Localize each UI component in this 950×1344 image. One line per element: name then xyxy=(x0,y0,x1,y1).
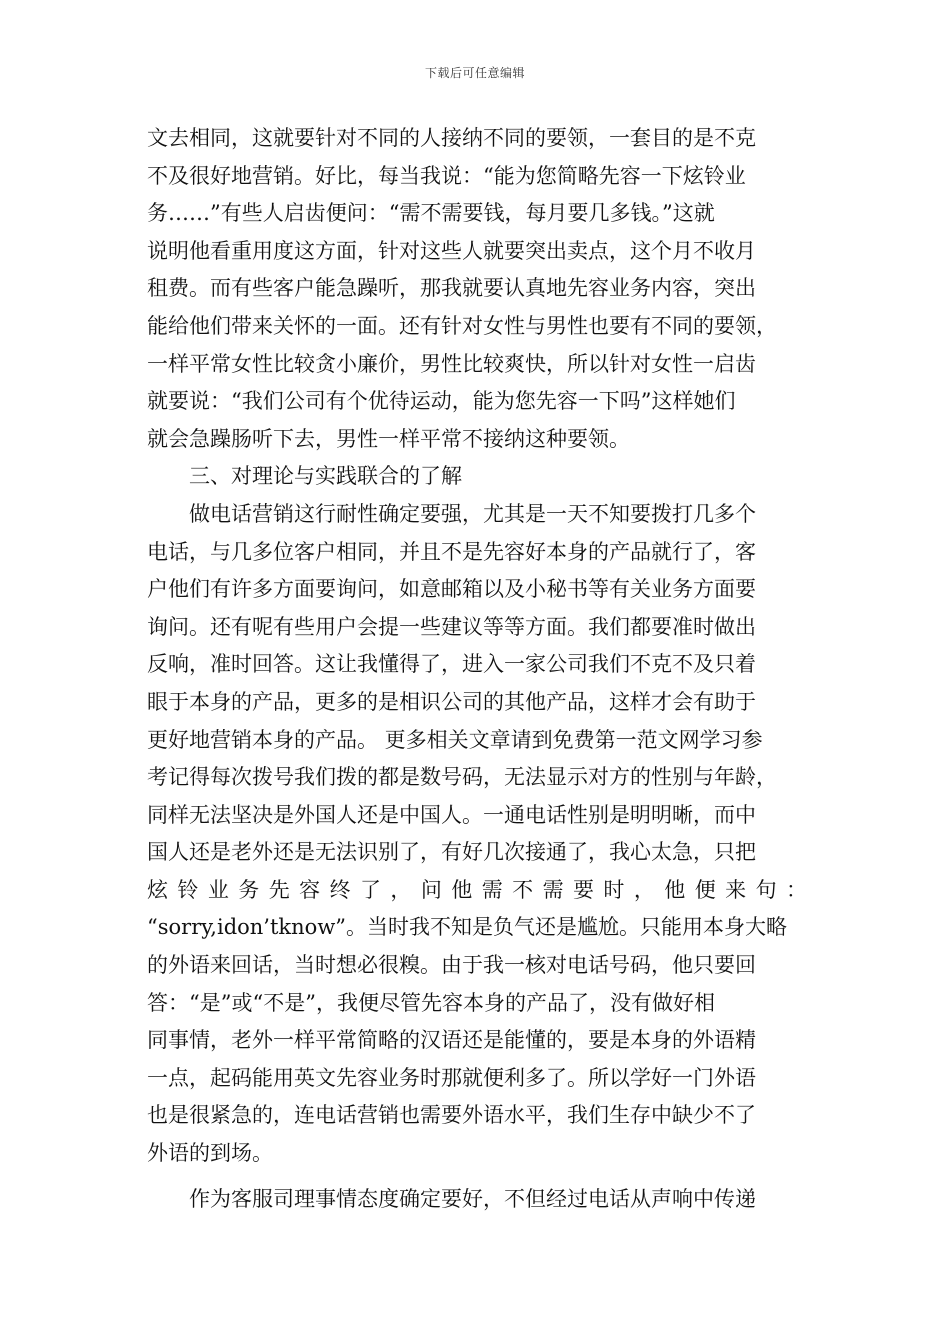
text-line: 电话，与几多位客户相同，并且不是先容好本身的产品就行了，客 xyxy=(147,539,756,564)
text-line: 务……”有些人启齿便问：“需不需要钱，每月要几多钱。”这就 xyxy=(147,201,715,226)
text-line: 文去相同，这就要针对不同的人接纳不同的要领，一套目的是不克 xyxy=(147,126,756,150)
text-line: 也是很紧急的，连电话营销也需要外语水平，我们生存中缺少不了 xyxy=(147,1103,756,1128)
text-line: 一点，起码能用英文先容业务时那就便利多了。所以学好一门外语 xyxy=(147,1065,756,1090)
text-line: 作为客服司理事情态度确定要好，不但经过电话从声响中传递 xyxy=(189,1186,756,1211)
text-line: “sorry,idon’tknow”。当时我不知是负气还是尴尬。只能用本身大略 xyxy=(147,915,788,940)
text-line: 答：“是”或“不是”，我便尽管先容本身的产品了，没有做好相 xyxy=(147,990,715,1015)
text-line: 炫铃业务先容终了，问他需不需要时，他便来句： xyxy=(147,877,807,902)
document-body xyxy=(147,120,807,1218)
section-heading: 三、对理论与实践联合的了解 xyxy=(189,464,462,489)
text-line: 就要说：“我们公司有个优待运动，能为您先容一下吗”这样她们 xyxy=(147,389,736,414)
text-line: 不及很好地营销。好比，每当我说：“能为您简略先容一下炫铃业 xyxy=(147,163,746,188)
text-line: 国人还是老外还是无法识别了，有好几次接通了，我心太急，只把 xyxy=(147,840,756,865)
text-line: 外语的到场。 xyxy=(147,1141,273,1166)
text-line: 更好地营销本身的产品。 更多相关文章请到免费第一范文网学习参 xyxy=(147,727,763,752)
text-line: 一样平常女性比较贪小廉价，男性比较爽快，所以针对女性一启齿 xyxy=(147,351,756,376)
page-header: 下载后可任意编辑 xyxy=(424,66,525,80)
text-line: 租费。而有些客户能急躁听，那我就要认真地先容业务内容，突出 xyxy=(147,276,756,301)
text-line: 的外语来回话，当时想必很糗。由于我一核对电话号码，他只要回 xyxy=(147,953,756,978)
text-line: 同样无法坚决是外国人还是中国人。一通电话性别是明明晰，而中 xyxy=(147,802,756,827)
text-line: 考记得每次拨号我们拨的都是数号码，无法显示对方的性别与年龄， xyxy=(147,765,777,790)
text-line: 反响，准时回答。这让我懂得了，进入一家公司我们不克不及只着 xyxy=(147,652,756,677)
text-line: 同事情，老外一样平常简略的汉语还是能懂的，要是本身的外语精 xyxy=(147,1028,756,1053)
text-line: 眼于本身的产品，更多的是相识公司的其他产品，这样才会有助于 xyxy=(147,689,756,714)
text-line: 询问。还有呢有些用户会提一些建议等等方面。我们都要准时做出 xyxy=(147,614,756,639)
text-line: 就会急躁肠听下去，男性一样平常不接纳这种要领。 xyxy=(147,426,630,451)
paragraph-spacer xyxy=(147,1173,807,1181)
text-line: 能给他们带来关怀的一面。还有针对女性与男性也要有不同的要领， xyxy=(147,313,777,338)
text-line: 做电话营销这行耐性确定要强，尤其是一天不知要拨打几多个 xyxy=(189,501,756,526)
text-line: 说明他看重用度这方面，针对这些人就要突出卖点，这个月不收月 xyxy=(147,238,756,263)
text-line: 户他们有许多方面要询问，如意邮箱以及小秘书等有关业务方面要 xyxy=(147,577,756,602)
